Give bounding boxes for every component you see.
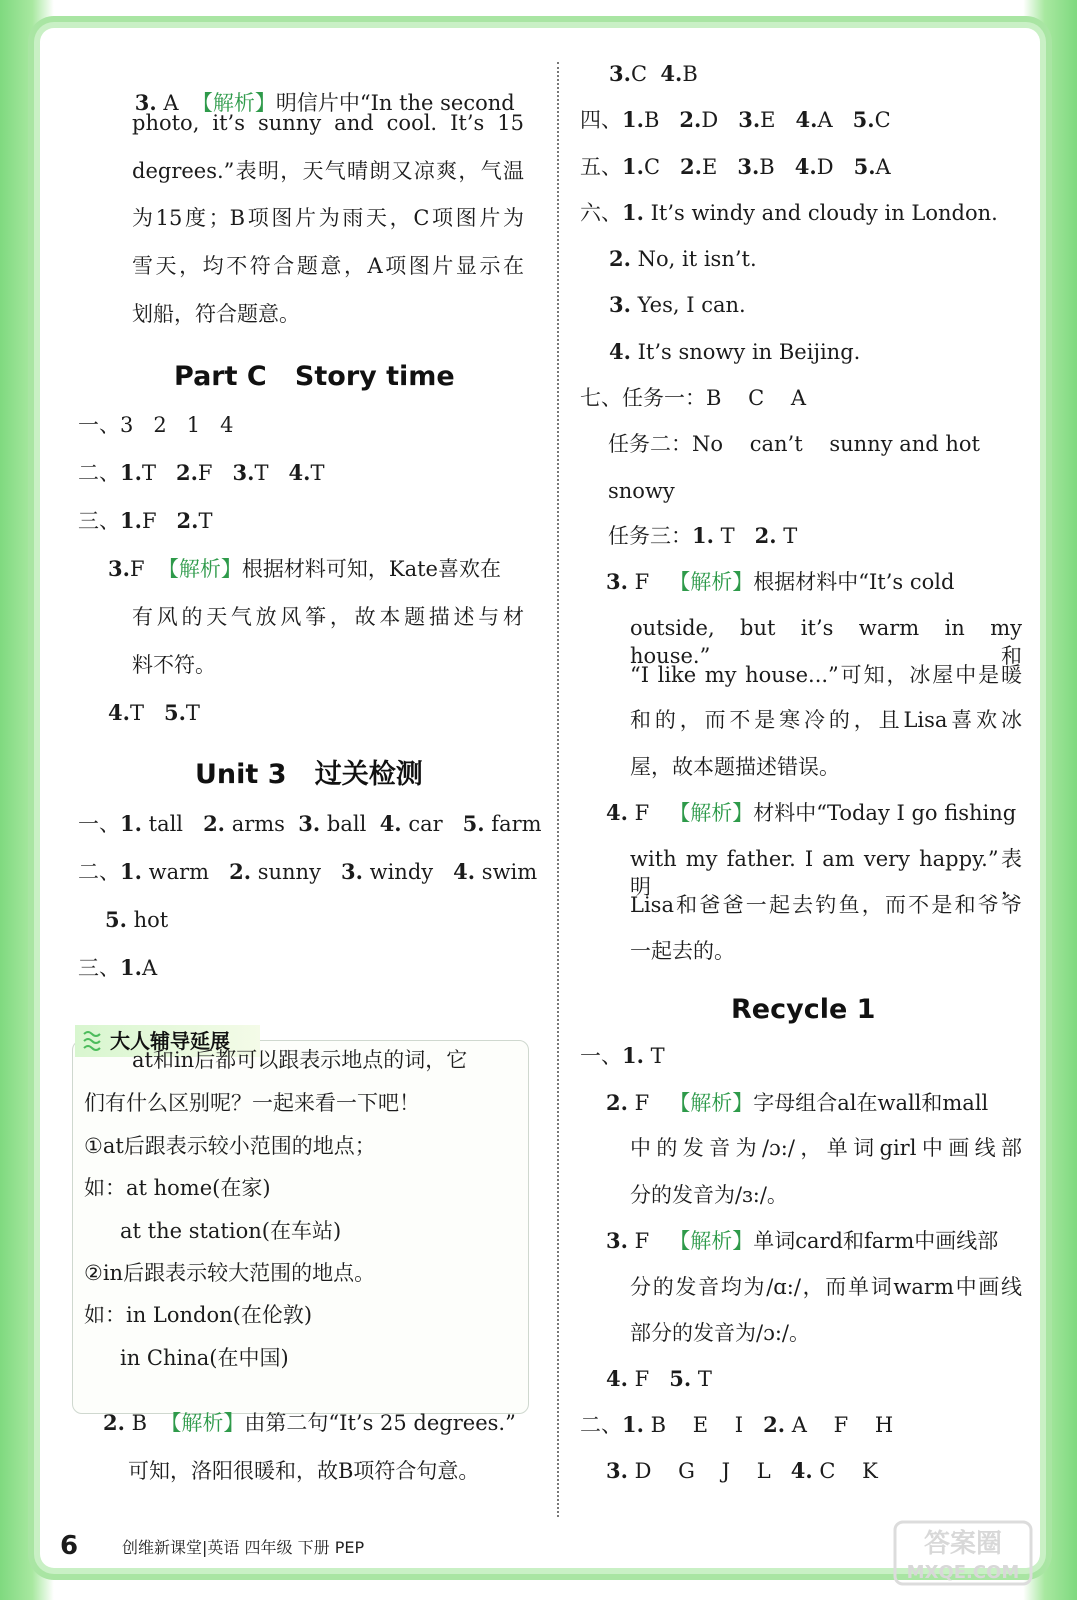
- answer-row: 五、1.C 2.E 3.B 4.D 5.A: [580, 154, 891, 179]
- explanation-line: with my father. I am very happy.”表明，: [630, 847, 1022, 899]
- answer-row: 二、1. B E I 2. A F H: [580, 1412, 894, 1437]
- answer-row: snowy: [608, 479, 675, 503]
- left-q3-head: 3. A 【解析】明信片中“In the second: [134, 90, 515, 115]
- answer-row: 任务三：1. T 2. T: [608, 523, 798, 548]
- answer-row: 3. Yes, I can.: [609, 292, 746, 317]
- explanation-line: 屋，故本题描述错误。: [630, 755, 840, 779]
- answer-row: 二、1. warm 2. sunny 3. windy 4. swim: [78, 859, 538, 884]
- explanation-line: 一起去的。: [630, 939, 735, 963]
- answer-row: 四、1.B 2.D 3.E 4.A 5.C: [580, 107, 891, 132]
- right-q4-head: 4. F 【解析】材料中“Today I go fishing: [606, 800, 1017, 825]
- answer-row: 4. F 5. T: [606, 1366, 712, 1391]
- tip-line: at和in后都可以跟表示地点的词，它: [132, 1048, 468, 1072]
- answer-row: 任务二：No can’t sunny and hot: [608, 432, 981, 456]
- tip-line: 如：at home(在家): [84, 1176, 271, 1200]
- tip-line: 们有什么区别呢？一起来看一下吧！: [84, 1091, 420, 1115]
- answer-row: 3. D G J L 4. C K: [606, 1458, 878, 1483]
- answer-row: 2. No, it isn’t.: [609, 246, 757, 271]
- svg-text:MXQE.COM: MXQE.COM: [906, 1562, 1020, 1583]
- tip-line: ②in后跟表示较大范围的地点。: [84, 1261, 376, 1285]
- explanation-line: 和的，而不是寒冷的，且Lisa喜欢冰: [630, 708, 1022, 732]
- answer-row: 3.C 4.B: [609, 61, 698, 86]
- left-q3-line: photo, it’s sunny and cool. It’s 15: [132, 111, 524, 135]
- section-title-unit3: Unit 3 过关检测: [195, 759, 423, 790]
- left-pc3-q3-head: 3.F 【解析】根据材料可知，Kate喜欢在: [108, 556, 501, 581]
- answer-row: 三、1.A: [78, 955, 158, 980]
- explanation-line: 可知，洛阳很暖和，故B项符合句意。: [128, 1459, 480, 1483]
- page-number: 6: [60, 1531, 79, 1561]
- explanation-line: 有风的天气放风筝，故本题描述与材: [132, 605, 524, 629]
- left-q3-line: 为15度；B项图片为雨天，C项图片为: [132, 206, 524, 230]
- tip-title: 大人辅导延展: [110, 1029, 230, 1053]
- answer-row: 三、1.F 2.T: [78, 508, 213, 533]
- right-q3-head: 3. F 【解析】根据材料中“It’s cold: [606, 569, 955, 594]
- answer-row: 4. It’s snowy in Beijing.: [609, 339, 861, 364]
- answer-row: 六、1. It’s windy and cloudy in London.: [580, 200, 998, 225]
- left-q3-line: 划船，符合题意。: [132, 302, 300, 326]
- explanation-line: 料不符。: [132, 653, 216, 677]
- section-title-recycle: Recycle 1: [731, 994, 876, 1025]
- explanation-line: 部分的发音为/ɔ:/。: [630, 1321, 810, 1345]
- book-title: 创维新课堂: [122, 1538, 203, 1557]
- right-rc3-head: 3. F 【解析】单词card和farm中画线部: [606, 1228, 999, 1253]
- right-rc2-head: 2. F 【解析】字母组合al在wall和mall: [606, 1090, 989, 1115]
- wave-lines-icon: [82, 1028, 104, 1052]
- answer-row: 二、1.T 2.F 3.T 4.T: [78, 460, 325, 485]
- explanation-line: outside, but it’s warm in my house.”和: [630, 616, 1022, 668]
- tip-line: ①at后跟表示较小范围的地点；: [84, 1134, 376, 1158]
- answer-row: 七、任务一：B C A: [580, 386, 807, 410]
- answer-row: 5. hot: [105, 907, 169, 932]
- explanation-line: 分的发音均为/ɑ:/，而单词warm中画线: [630, 1275, 1022, 1299]
- section-title-partc: Part C Story time: [174, 361, 455, 392]
- left-q3-line: degrees.”表明，天气晴朗又凉爽，气温: [132, 159, 524, 183]
- answer-row: 一、1. tall 2. arms 3. ball 4. car 5. farm: [78, 811, 542, 836]
- book-info: 创维新课堂|英语 四年级 下册 PEP: [122, 1538, 365, 1557]
- answer-row: 一、1. T: [580, 1043, 665, 1068]
- explanation-line: 中的发音为/ɔ:/，单词girl中画线部: [630, 1136, 1022, 1160]
- left-q2-head: 2. B 【解析】由第二句“It’s 25 degrees.”: [103, 1410, 516, 1435]
- tip-line: at the station(在车站): [120, 1219, 342, 1243]
- tip-line: 如：in London(在伦敦): [84, 1303, 313, 1327]
- watermark-logo: [893, 1518, 1033, 1588]
- explanation-line: Lisa和爸爸一起去钓鱼，而不是和爷爷: [630, 893, 1022, 917]
- answer-row: 一、3 2 1 4: [78, 413, 234, 437]
- left-q3-line: 雪天，均不符合题意，A项图片显示在: [132, 254, 524, 278]
- column-divider: [557, 62, 559, 1517]
- tip-line: in China(在中国): [120, 1346, 289, 1370]
- explanation-line: “I like my house...”可知，冰屋中是暖: [630, 663, 1022, 687]
- explanation-line: 分的发音为/ɜ:/。: [630, 1183, 788, 1207]
- svg-text:答案圈: 答案圈: [923, 1529, 1003, 1559]
- answer-row: 4.T 5.T: [108, 700, 200, 725]
